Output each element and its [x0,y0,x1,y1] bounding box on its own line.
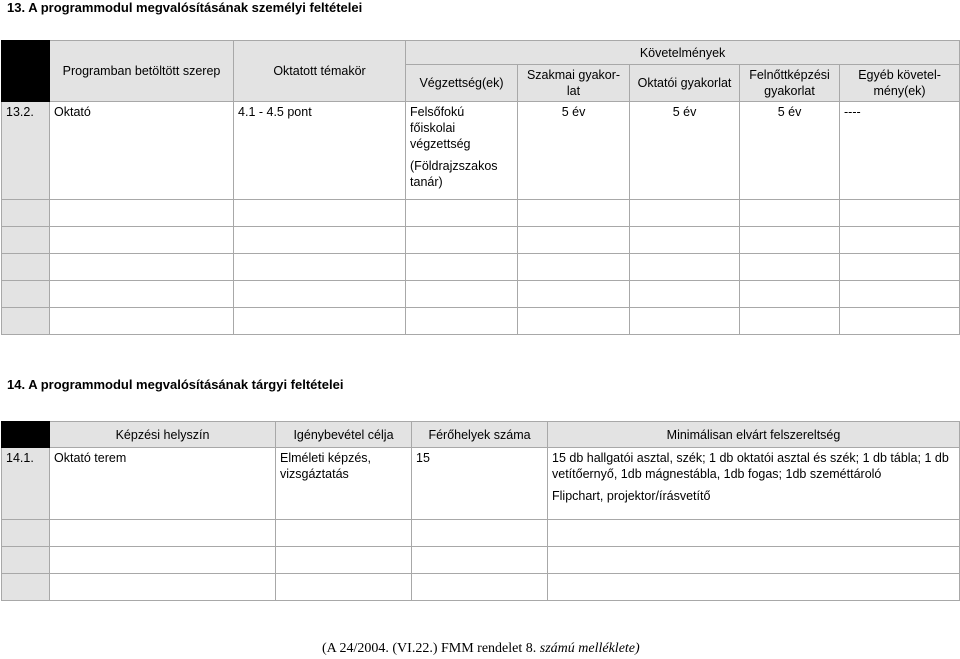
empty-row [2,520,960,547]
seats-header: Férőhelyek száma [412,422,548,448]
education-header: Végzettség(ek) [406,65,518,102]
education-text: Felsőfokú főiskolai végzettség [410,105,471,151]
role-header: Programban betöltött szerep [50,41,234,102]
professional-practice-cell: 5 év [518,102,630,200]
empty-row [2,574,960,601]
teaching-practice-header: Oktatói gyakorlat [630,65,740,102]
education-cell [406,102,518,200]
footer-regular: (A 24/2004. (VI.22.) FMM rendelet 8. [322,641,537,656]
footer-note [322,641,640,657]
adult-ed-practice-cell: 5 év [740,102,840,200]
personnel-table [1,40,960,335]
seats-cell: 15 [412,448,548,520]
purpose-header: Igénybevétel célja [276,422,412,448]
empty-row [2,308,960,335]
topics-cell: 4.1 - 4.5 pont [234,102,406,200]
role-cell: Oktató [50,102,234,200]
education-specialization: (Földrajzszakos tanár) [410,159,498,189]
section-14-title: 14. A programmodul megvalósításának tárgyi feltételei [7,377,344,392]
row-number: 13.2. [2,102,50,200]
row-number-header [2,422,50,448]
equipment-list: 15 db hallgatói asztal, szék; 1 db oktatói asztal és szék; 1 db tábla; 1 db vetítőernyő, 1db mágnestábla, 1db fogas; 1db szeméttároló [552,451,949,481]
row-number-header [2,41,50,102]
footer-italic: számú melléklete) [536,641,640,656]
empty-row [2,281,960,308]
empty-row [2,227,960,254]
section-13-title: 13. A programmodul megvalósításának személyi feltételei [7,0,363,15]
facilities-table [1,421,960,601]
requirements-header: Követelmények [406,41,960,65]
purpose-cell: Elméleti képzés, vizsgáztatás [276,448,412,520]
empty-row [2,254,960,281]
empty-row [2,547,960,574]
other-requirements-header: Egyéb követel-mény(ek) [840,65,960,102]
location-header: Képzési helyszín [50,422,276,448]
teaching-practice-cell: 5 év [630,102,740,200]
location-cell: Oktató terem [50,448,276,520]
other-requirements-cell: ---- [840,102,960,200]
adult-ed-practice-header: Felnőttképzési gyakorlat [740,65,840,102]
row-number: 14.1. [2,448,50,520]
equipment-header: Minimálisan elvárt felszereltség [548,422,960,448]
empty-row [2,200,960,227]
professional-practice-header: Szakmai gyakor-lat [518,65,630,102]
topics-header: Oktatott témakör [234,41,406,102]
equipment-extra: Flipchart, projektor/írásvetítő [552,489,711,503]
equipment-cell [548,448,960,520]
